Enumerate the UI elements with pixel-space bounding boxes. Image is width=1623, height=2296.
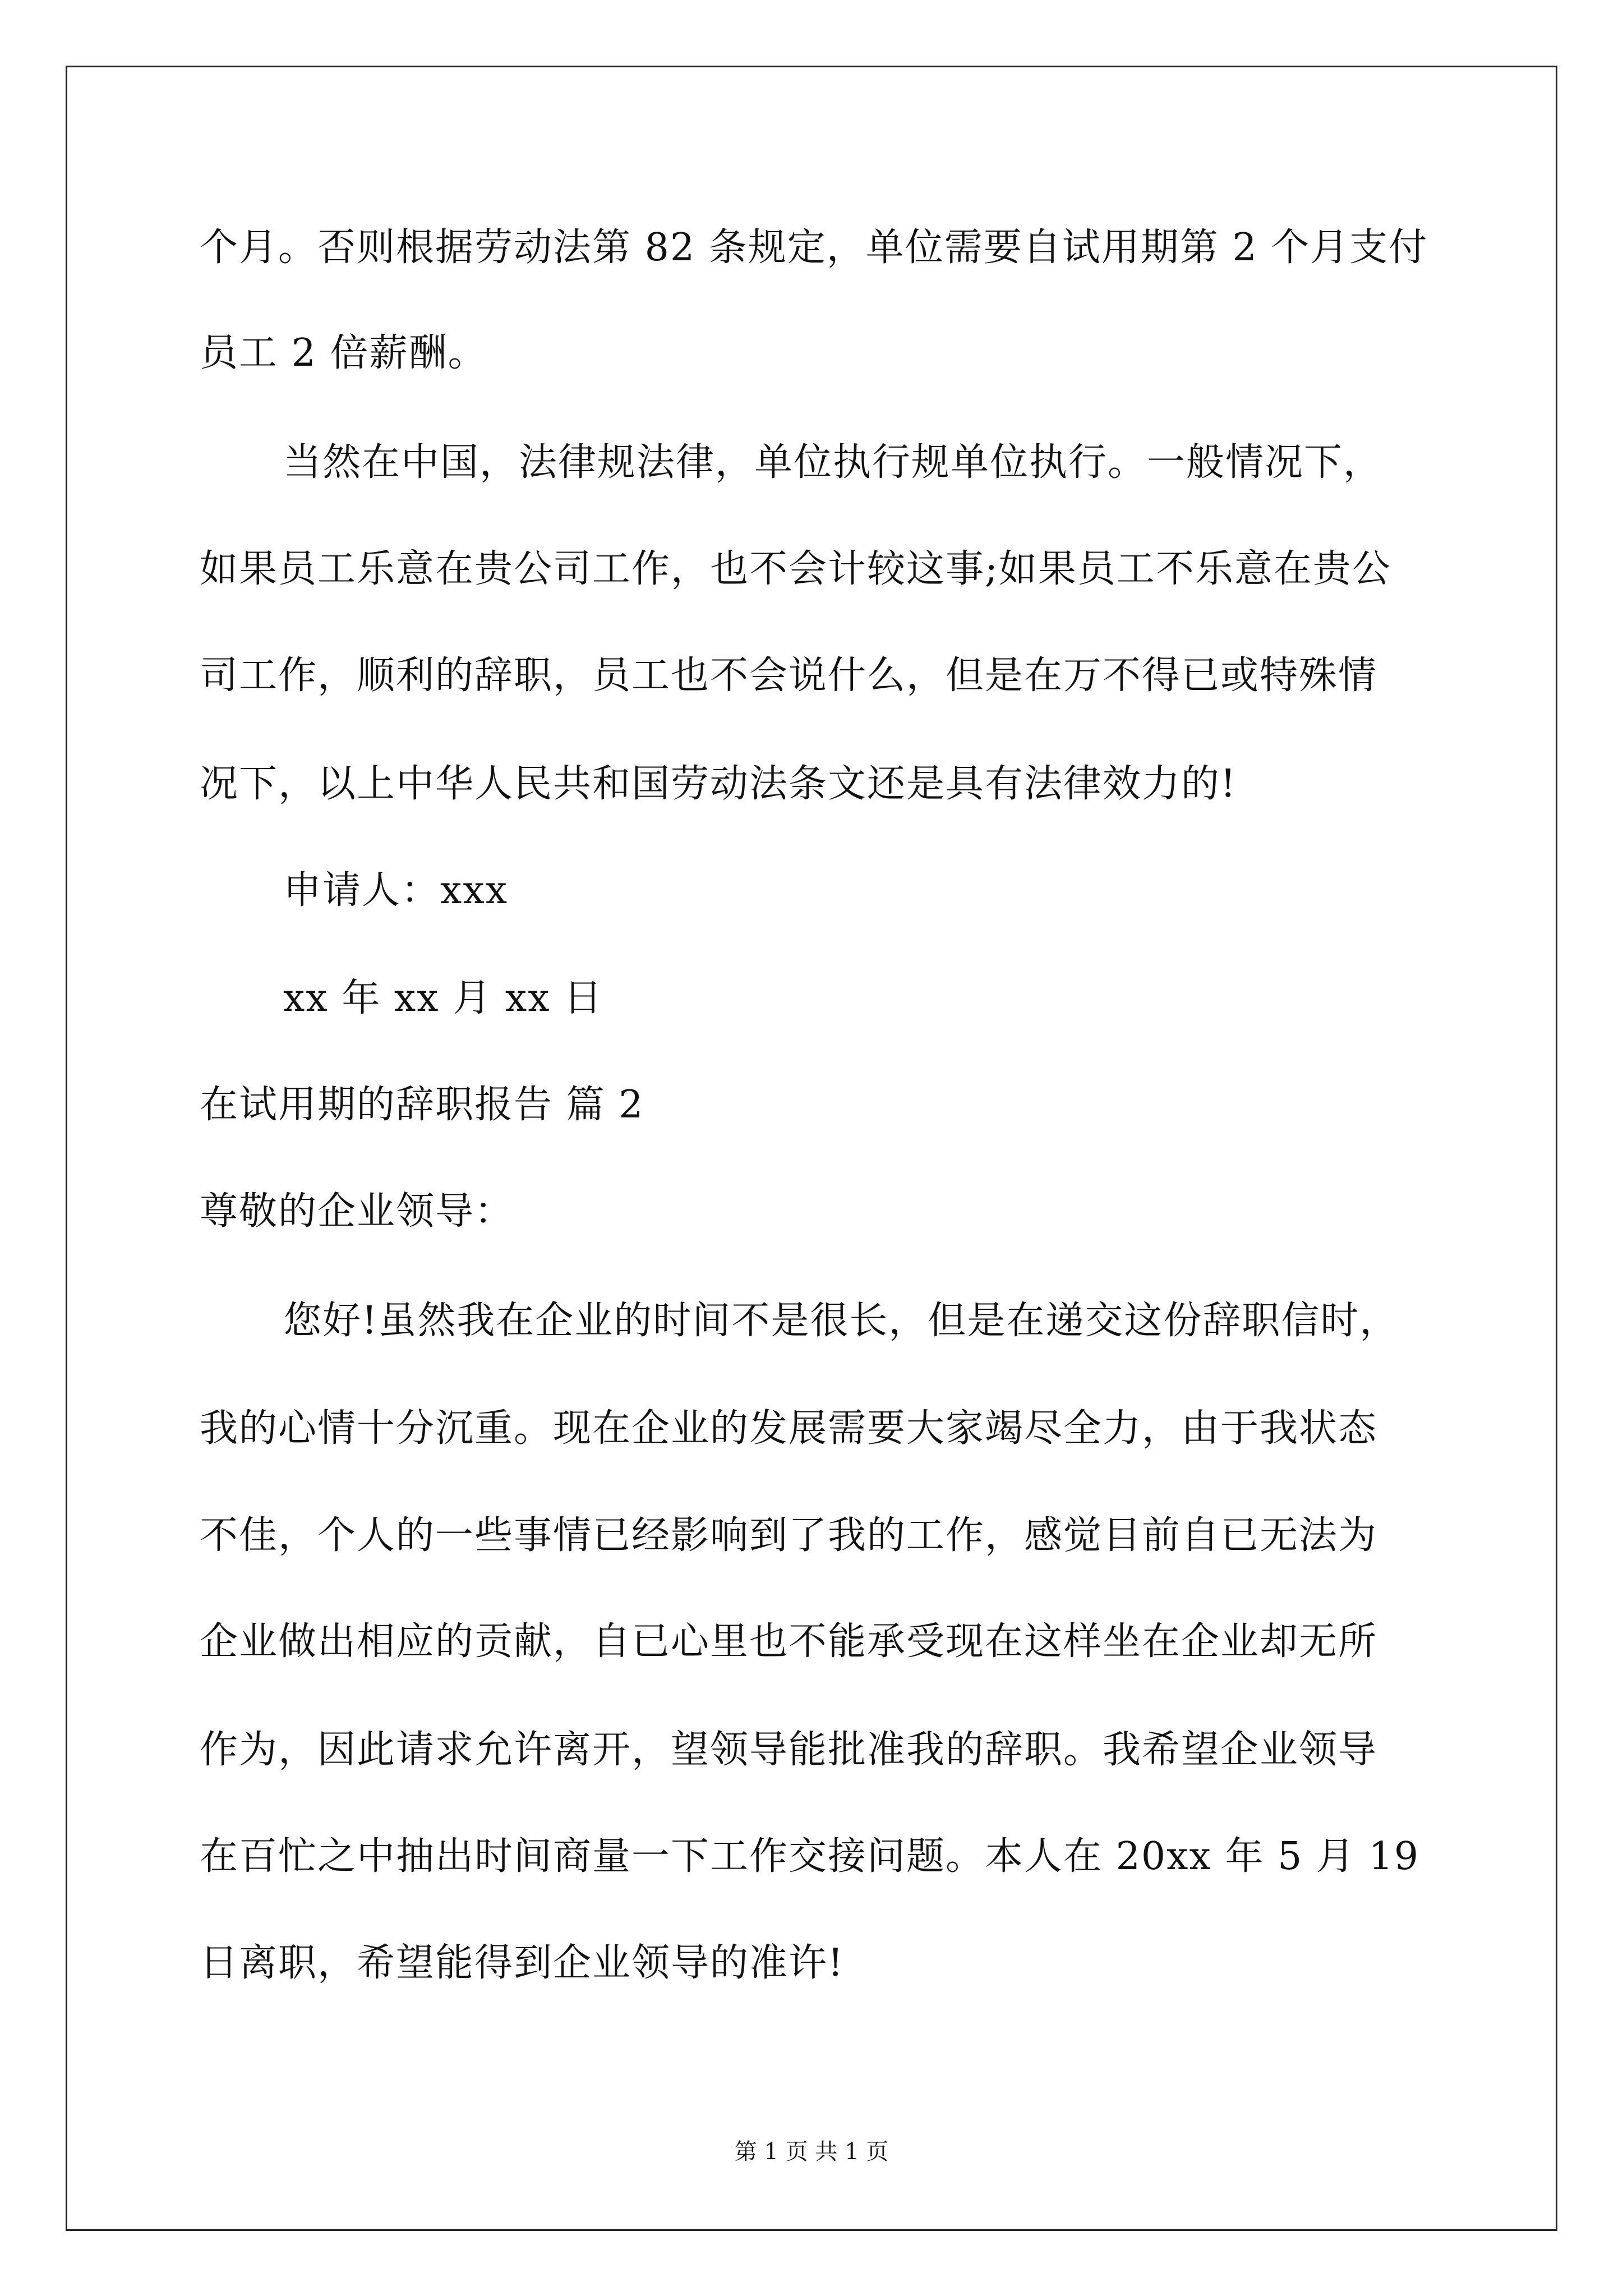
applicant-line: 申请人：xxx (283, 868, 509, 913)
letter-line-6: 在百忙之中抽出时间商量一下工作交接问题。本人在 20xx 年 5 月 19 (200, 1834, 1420, 1879)
section-heading: 在试用期的辞职报告 篇 2 (200, 1083, 644, 1127)
body-line-4: 司工作，顺利的辞职，员工也不会说什么，但是在万不得已或特殊情 (200, 654, 1378, 698)
page-border (66, 66, 1557, 2231)
letter-line-2: 我的心情十分沉重。现在企业的发展需要大家竭尽全力，由于我状态 (200, 1406, 1378, 1451)
body-line-3: 如果员工乐意在贵公司工作，也不会计较这事;如果员工不乐意在贵公 (200, 547, 1391, 591)
letter-line-4: 企业做出相应的贡献，自已心里也不能承受现在这样坐在企业却无所 (200, 1619, 1378, 1664)
body-line-5: 况下，以上中华人民共和国劳动法条文还是具有法律效力的! (200, 762, 1237, 806)
salutation: 尊敬的企业领导： (200, 1189, 514, 1234)
date-line: xx 年 xx 月 xx 日 (283, 976, 603, 1020)
letter-line-1: 您好!虽然我在企业的时间不是很长，但是在递交这份辞职信时， (283, 1299, 1399, 1343)
body-line-2: 员工 2 倍薪酬。 (200, 331, 487, 375)
letter-line-3: 不佳，个人的一些事情已经影响到了我的工作，感觉目前自已无法为 (200, 1513, 1378, 1558)
page-number-footer: 第 1 页 共 1 页 (734, 2139, 889, 2165)
paragraph-line-1: 当然在中国，法律规法律，单位执行规单位执行。一般情况下， (283, 440, 1383, 485)
body-line-1: 个月。否则根据劳动法第 82 条规定，单位需要自试用期第 2 个月支付 (200, 226, 1428, 270)
letter-line-5: 作为，因此请求允许离开，望领导能批准我的辞职。我希望企业领导 (200, 1728, 1378, 1772)
letter-line-7: 日离职，希望能得到企业领导的准许! (200, 1941, 845, 1985)
